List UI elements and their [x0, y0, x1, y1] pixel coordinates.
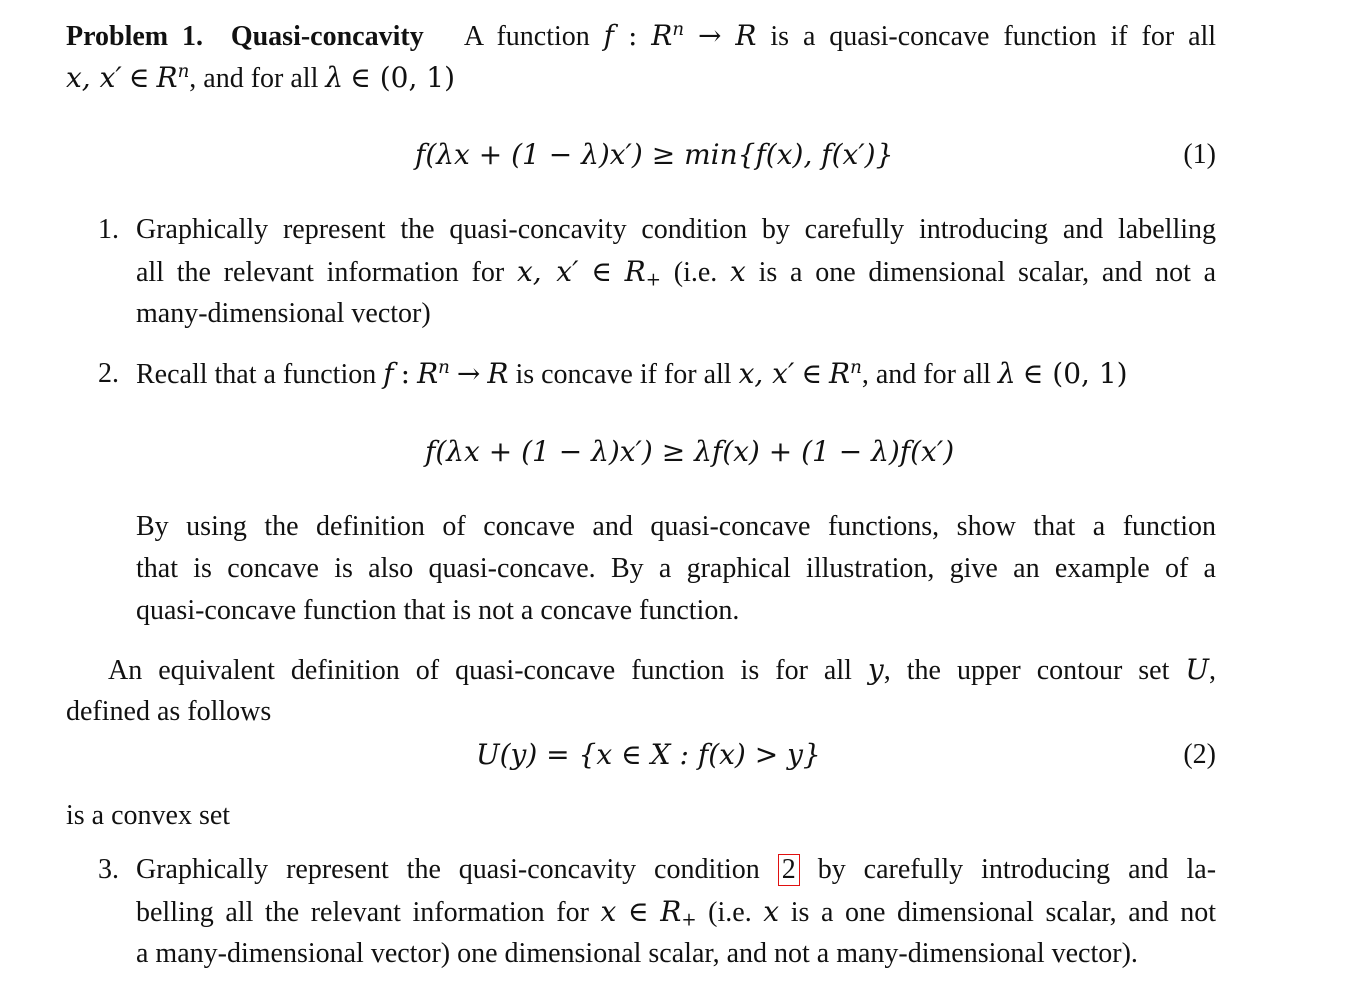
item-3-line2: belling all the relevant information for x ∈ $R_+$ (i.e. x is a one dimensional scalar, and not	[136, 895, 1217, 931]
problem-intro-text-c: , and for all	[189, 63, 319, 94]
equation-2-number: (2)	[1183, 739, 1216, 770]
problem-intro-text-b: is a quasi-concave function if for all	[770, 21, 1217, 52]
equation-2-reference-link[interactable]: 2	[778, 854, 800, 886]
item-2-text-a: Recall that a function	[136, 359, 377, 390]
problem-intro-line1: Problem 1. Quasi-concavity A function f : $R^n \to R$ is a quasi-concave function if for all	[66, 19, 1217, 52]
item-1-text-a: all the relevant information for	[136, 257, 505, 288]
item-2-para-line2: that is concave is also quasi-concave. By a graphical illustration, give an example of a	[136, 553, 1216, 584]
equivalent-line1: An equivalent definition of quasi-concave function is for all y, the upper contour set U,	[108, 653, 1217, 686]
math-function-mapping: f	[603, 19, 615, 52]
item-1-line1: Graphically represent the quasi-concavity condition by carefully introducing and labelling	[136, 214, 1216, 245]
item-3-text-d: (i.e.	[708, 897, 752, 928]
equivalent-text-b: , the upper contour set	[883, 655, 1170, 686]
item-2-text-b: is concave if for all	[515, 359, 732, 390]
item-3-number: 3.	[98, 854, 119, 885]
item-3-text-a: Graphically represent the quasi-concavity condition	[136, 854, 760, 885]
item-1-line3: many-dimensional vector)	[136, 298, 431, 329]
equivalent-after: is a convex set	[66, 800, 231, 831]
equivalent-line2: defined as follows	[66, 696, 272, 727]
item-2-line1: Recall that a function f : $R^n \to R$ is concave if for all x, x′ ∈ $R^n$, and for all λ ∈ (0, 1)	[136, 357, 1128, 390]
equation-1-number: (1)	[1183, 139, 1216, 170]
math-domain: x, x′	[66, 61, 122, 94]
item-2-number: 2.	[98, 358, 119, 389]
equation-1: f(λx + (1 − λ)x′) ≥ min{f(x), f(x′)}	[415, 138, 894, 171]
problem-intro-text-a: A function	[463, 21, 590, 52]
item-2-text-c: , and for all	[861, 359, 991, 390]
problem-label: Problem 1.	[66, 21, 204, 52]
item-1-number: 1.	[98, 214, 119, 245]
item-3-text-e: is a one dimensional scalar, and not	[790, 897, 1217, 928]
item-1-line2: all the relevant information for x, x′ ∈ $R_+$ (i.e. x is a one dimensional scalar, and not a	[136, 255, 1217, 291]
item-2-para-line3: quasi-concave function that is not a concave function.	[136, 595, 740, 626]
problem-intro-line2: x, x′ ∈ $R^n$, and for all λ ∈ (0, 1)	[66, 61, 456, 94]
item-3-text-c: belling all the relevant information for	[136, 897, 589, 928]
concave-equation: f(λx + (1 − λ)x′) ≥ λf(x) + (1 − λ)f(x′)	[425, 435, 955, 468]
equivalent-text-a: An equivalent definition of quasi-concave function is for all	[108, 655, 852, 686]
item-3-text-b: by carefully introducing and la-	[817, 854, 1217, 885]
problem-title: Quasi-concavity	[230, 21, 424, 52]
item-1-text-b: (i.e.	[673, 257, 718, 288]
item-1-text-c: is a one dimensional scalar, and not a	[758, 257, 1217, 288]
item-2-para-line1: By using the definition of concave and quasi-concave functions, show that a function	[136, 511, 1216, 542]
item-3-line3: a many-dimensional vector) one dimensional scalar, and not a many-dimensional vector).	[136, 938, 1138, 969]
item-3-line1	[136, 852, 1216, 888]
equation-2: U(y) = {x ∈ X : f(x) > y}	[476, 738, 821, 771]
